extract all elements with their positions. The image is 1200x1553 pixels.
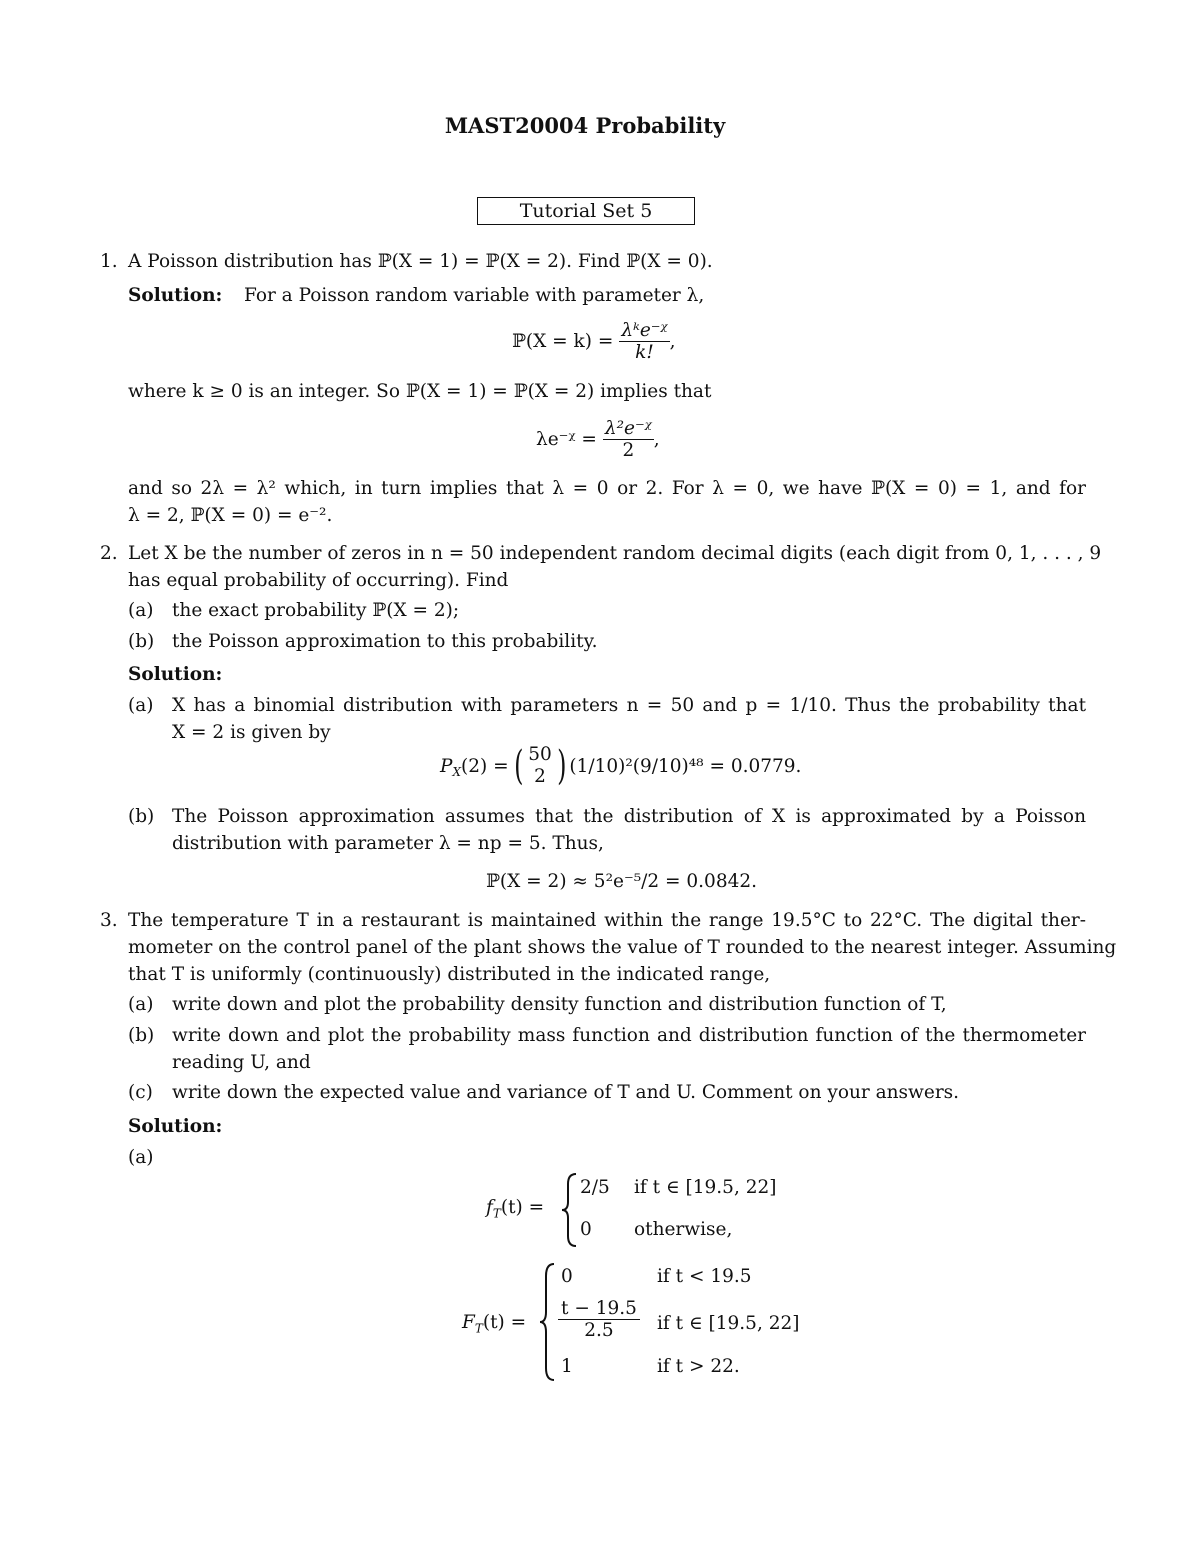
q3-pdf-case2-condition: otherwise, [634,1219,733,1240]
q3-part-b-line1: write down and plot the probability mass function and distribution function of the thermometer [172,1025,1086,1046]
q1-eq2-numerator: λ²e⁻ᵡ [604,418,652,439]
q2-question-line2: has equal probability of occurring). Find [128,570,509,591]
q1-question: A Poisson distribution has ℙ(X = 1) = ℙ(X = 2). Find ℙ(X = 0). [128,251,713,272]
q2-eq-rest: (1/10)²(9/10)⁴⁸ = 0.0779. [569,755,802,777]
q2-part-b-label: (b) [128,631,155,652]
q2-eq-arg: (2) = [461,755,509,777]
q1-pmf-denominator: k! [635,342,654,363]
q3-part-a-label: (a) [128,994,154,1015]
q3-question-line1: The temperature T in a restaurant is maintained within the range 19.5°C to 22°C. The digital ther- [128,910,1086,931]
q2-sol-b-label: (b) [128,806,155,827]
q2-binom-bottom: 2 [534,766,546,787]
q3-cdf-case2-fraction [558,1298,640,1341]
page-title: MAST20004 Probability [444,113,726,138]
q2-solution-label: Solution: [128,664,223,685]
q2-number: 2. [100,543,118,564]
q3-cdf-brace [538,1262,558,1382]
q2-sol-b-line2: distribution with parameter λ = np = 5. Thus, [172,833,604,854]
q3-question-line3: that T is uniformly (continuously) distributed in the indicated range, [128,964,771,985]
q1-solution-label: Solution: [128,285,223,306]
tutorial-set-box: Tutorial Set 5 [477,197,695,225]
q3-part-c-text: write down the expected value and variance of T and U. Comment on your answers. [172,1082,960,1103]
q3-cdf-lhs: $F_T(t)$ = [462,1312,527,1336]
q1-pmf-equation: ℙ(X = k) = $\frac{\text{λᵏe⁻ᵡ}}{k!}$ , [512,320,676,363]
q2-eq-p: P [440,755,453,777]
q1-eq2-denominator: 2 [622,440,635,461]
q3-pdf-lhs: $f_T(t)$ = [486,1197,545,1221]
q2-binomial-equation: P $_X$ (2) = ( 50 2 ) (1/10)²(9/10)⁴⁸ = 0.0779. [440,743,802,789]
q1-number: 1. [100,251,118,272]
q1-pmf-lhs: ℙ(X = k) = [512,331,614,352]
q2-eq-p-sub: X [452,765,461,779]
q2-sol-a-line1: X has a binomial distribution with parameters n = 50 and p = 1/10. Thus the probability that [172,695,1086,716]
q3-question-line2: mometer on the control panel of the plant shows the value of T rounded to the nearest integer. Assuming [128,937,1117,958]
q3-solution-label: Solution: [128,1116,223,1137]
q1-second-equation: λe⁻ᵡ = $\frac{\text{λ²e⁻ᵡ}}{2}$ , [536,418,660,461]
q3-cdf-case1-condition: if t < 19.5 [657,1266,752,1287]
q2-part-b-text: the Poisson approximation to this probability. [172,631,598,652]
q2-sol-b-line1: The Poisson approximation assumes that the distribution of X is approximated by a Poisson [172,806,1086,827]
q3-number: 3. [100,910,118,931]
q3-cdf-case2-denominator: 2.5 [584,1320,614,1341]
q1-pmf-numerator: λᵏe⁻ᵡ [621,320,668,341]
q3-pdf-case1-condition: if t ∈ [19.5, 22] [634,1177,777,1198]
q3-pdf-case1-value: 2/5 [580,1177,610,1198]
q3-cdf-case1-value: 0 [561,1266,573,1287]
q3-part-a-text: write down and plot the probability density function and distribution function of T, [172,994,947,1015]
q1-conclusion-line1: and so 2λ = λ² which, in turn implies that λ = 0 or 2. For λ = 0, we have ℙ(X = 0) = 1, and for [128,478,1086,499]
q2-part-a-label: (a) [128,600,154,621]
q3-part-c-label: (c) [128,1082,153,1103]
q3-cdf-case3-value: 1 [561,1356,573,1377]
q3-part-b-line2: reading U, and [172,1052,311,1073]
q1-solution-intro: For a Poisson random variable with parameter λ, [244,285,705,306]
q2-poisson-equation: ℙ(X = 2) ≈ 5²e⁻⁵/2 = 0.0842. [486,871,758,892]
q2-part-a-text: the exact probability ℙ(X = 2); [172,600,460,621]
q2-sol-a-line2: X = 2 is given by [172,722,331,743]
q3-cdf-case3-condition: if t > 22. [657,1356,740,1377]
q3-cdf-case2-condition: if t ∈ [19.5, 22] [657,1313,800,1334]
q2-question-line1: Let X be the number of zeros in n = 50 independent random decimal digits (each digit from 0, 1, . . . , 9 [128,543,1102,564]
q1-where-line: where k ≥ 0 is an integer. So ℙ(X = 1) = ℙ(X = 2) implies that [128,381,712,402]
q2-sol-a-label: (a) [128,695,154,716]
q3-part-b-label: (b) [128,1025,155,1046]
q3-pdf-case2-value: 0 [580,1219,592,1240]
q1-eq2-lhs: λe⁻ᵡ = [536,429,597,450]
q3-cdf-case2-numerator: t − 19.5 [558,1298,640,1320]
q2-binom-top: 50 [528,744,552,765]
q3-sol-a-label: (a) [128,1147,154,1168]
q3-pdf-brace [560,1172,580,1248]
q1-conclusion-line2: λ = 2, ℙ(X = 0) = e⁻². [128,505,333,526]
